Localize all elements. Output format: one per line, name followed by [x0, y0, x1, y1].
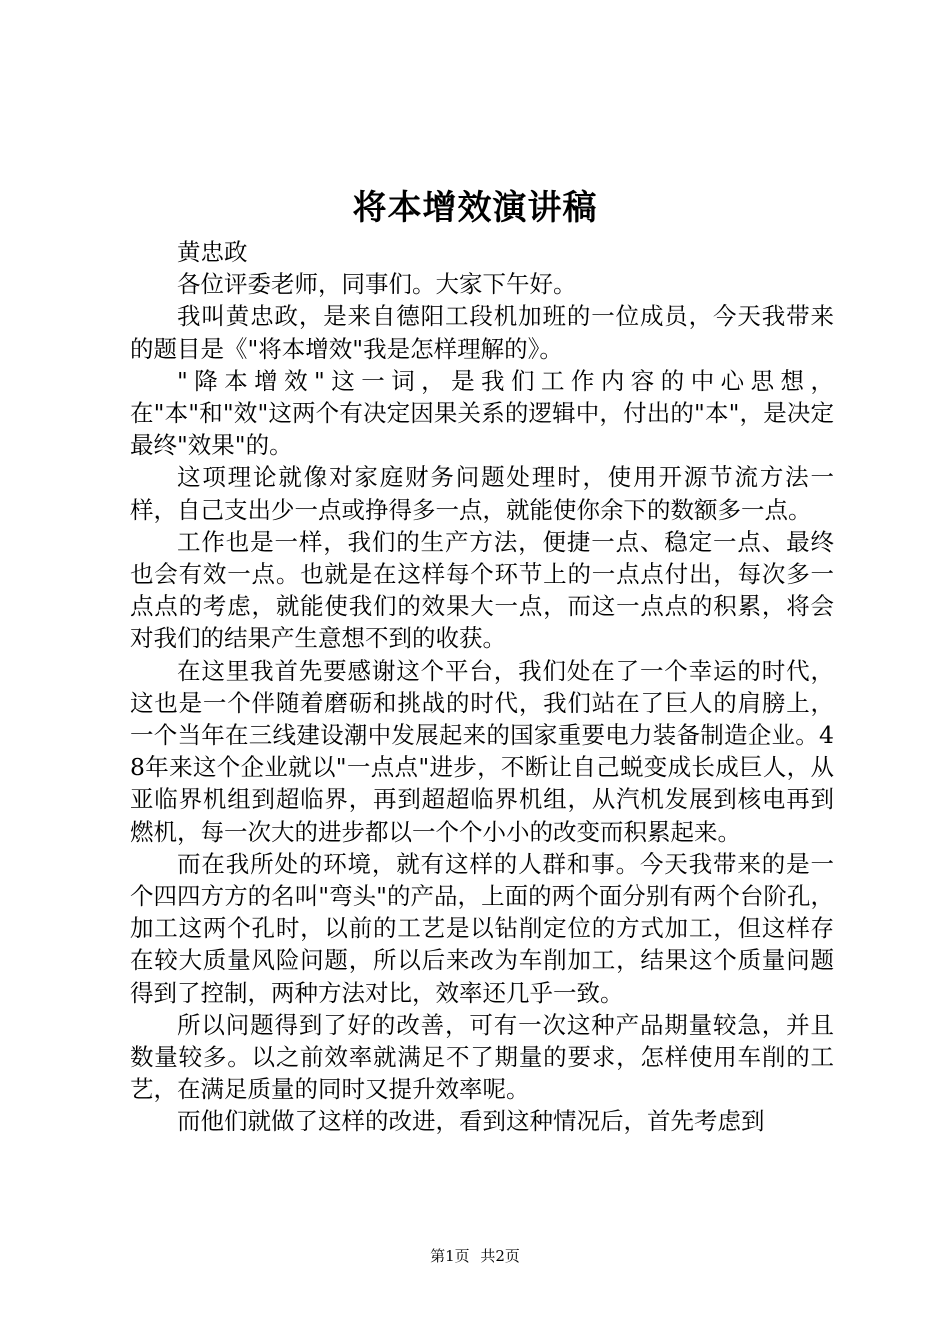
document-body	[130, 236, 834, 1138]
paragraph: 所以问题得到了好的改善，可有一次这种产品期量较急，并且数量较多。以之前效率就满足不了期量的要求，怎样使用车削的工艺，在满足质量的同时又提升效率呢。	[130, 1010, 834, 1104]
paragraph: 这项理论就像对家庭财务问题处理时，使用开源节流方法一样，自己支出少一点或挣得多一点，就能使你余下的数额多一点。	[130, 463, 834, 524]
paragraph: 而在我所处的环境，就有这样的人群和事。今天我带来的是一个四四方方的名叫"弯头"的产品，上面的两个面分别有两个台阶孔，加工这两个孔时，以前的工艺是以钻削定位的方式加工，但这样存在较大质量风险问题，所以后来改为车削加工，结果这个质量问题得到了控制，两种方法对比，效率还几乎一致。	[130, 849, 834, 1007]
page-number: 第1页	[430, 1247, 470, 1265]
page-total: 共2页	[480, 1247, 520, 1265]
paragraph: 我叫黄忠政，是来自德阳工段机加班的一位成员，今天我带来的题目是《"将本增效"我是怎样理解的》。	[130, 302, 834, 363]
document-title: 将本增效演讲稿	[352, 188, 598, 228]
author-line: 黄忠政	[177, 238, 248, 266]
page-footer	[0, 1246, 950, 1266]
paragraph: 而他们就做了这样的改进，看到这种情况后，首先考虑到	[177, 1107, 765, 1136]
paragraph: 工作也是一样，我们的生产方法，便捷一点、稳定一点、最终也会有效一点。也就是在这样每个环节上的一点点付出，每次多一点点的考虑，就能使我们的效果大一点，而这一点点的积累，将会对我们的结果产生意想不到的收获。	[130, 527, 834, 653]
paragraph: "降本增效"这一词，是我们工作内容的中心思想，在"本"和"效"这两个有决定因果关系的逻辑中，付出的"本"，是决定最终"效果"的。	[130, 366, 834, 460]
paragraph: 在这里我首先要感谢这个平台，我们处在了一个幸运的时代，这也是一个伴随着磨砺和挑战的时代，我们站在了巨人的肩膀上，一个当年在三线建设潮中发展起来的国家重要电力装备制造企业。48年来这个企业就以"一点点"进步，不断让自己蜕变成长成巨人，从亚临界机组到超临界，再到超超临界机组，从汽机发展到核电再到燃机，每一次大的进步都以一个个小小的改变而积累起来。	[130, 656, 834, 846]
paragraph: 各位评委老师，同事们。大家下午好。	[177, 270, 577, 299]
